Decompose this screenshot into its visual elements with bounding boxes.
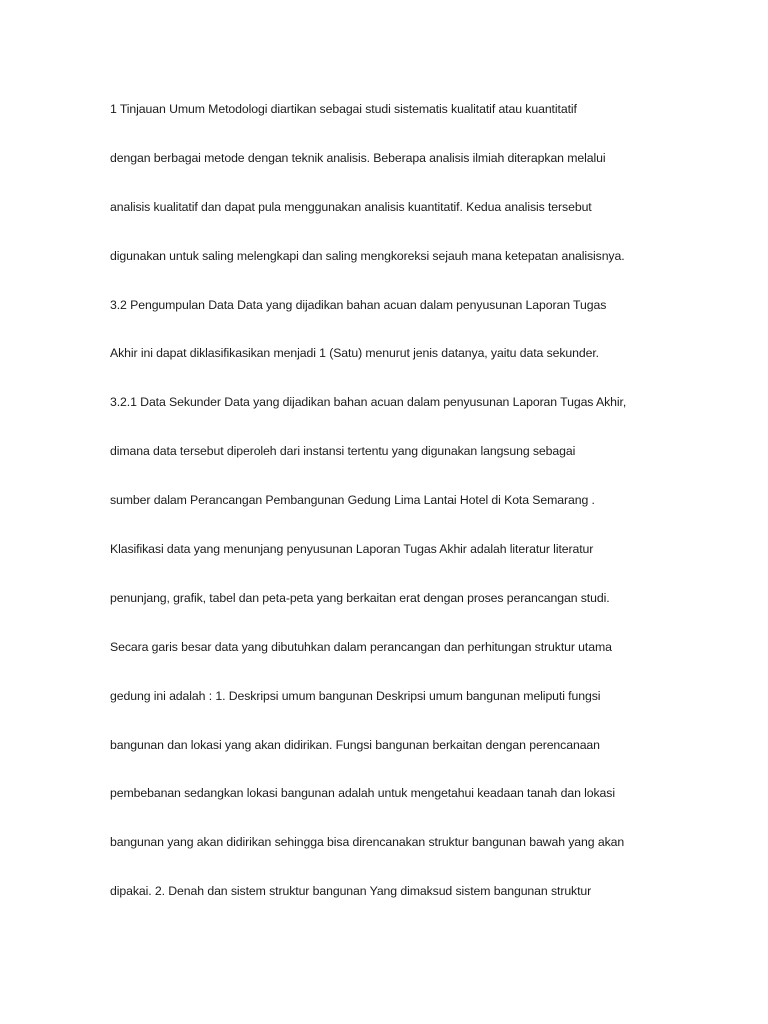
text-line: penunjang, grafik, tabel dan peta-peta yang berkaitan erat dengan proses perancangan studi. [110, 590, 610, 605]
text-line: bangunan yang akan didirikan sehingga bisa direncanakan struktur bangunan bawah yang akan [110, 835, 625, 850]
text-line: 1 Tinjauan Umum Metodologi diartikan sebagai studi sistematis kualitatif atau kuantitatif [110, 102, 577, 116]
text-line: 3.2 Pengumpulan Data Data yang dijadikan bahan acuan dalam penyusunan Laporan Tugas [110, 297, 607, 312]
document-body [110, 101, 670, 932]
text-line: analisis kualitatif dan dapat pula menggunakan analisis kuantitatif. Kedua analisis tersebut [110, 199, 592, 214]
text-line: Akhir ini dapat diklasifikasikan menjadi 1 (Satu) menurut jenis datanya, yaitu data sekunder. [110, 346, 600, 361]
text-line: dengan berbagai metode dengan teknik analisis. Beberapa analisis ilmiah diterapkan melalui [110, 150, 606, 165]
text-line: dipakai. 2. Denah dan sistem struktur bangunan Yang dimaksud sistem bangunan struktur [110, 884, 592, 899]
text-line: Klasifikasi data yang menunjang penyusunan Laporan Tugas Akhir adalah literatur literatur [110, 542, 594, 557]
text-line: gedung ini adalah : 1. Deskripsi umum bangunan Deskripsi umum bangunan meliputi fungsi [110, 688, 601, 703]
text-line: sumber dalam Perancangan Pembangunan Gedung Lima Lantai Hotel di Kota Semarang . [110, 493, 595, 508]
text-line: bangunan dan lokasi yang akan didirikan. Fungsi bangunan berkaitan dengan perencanaan [110, 737, 600, 752]
text-line: dimana data tersebut diperoleh dari instansi tertentu yang digunakan langsung sebagai [110, 444, 576, 459]
text-line: digunakan untuk saling melengkapi dan saling mengkoreksi sejauh mana ketepatan analisisnya. [110, 248, 625, 263]
text-line: 3.2.1 Data Sekunder Data yang dijadikan bahan acuan dalam penyusunan Laporan Tugas Akhir, [110, 395, 627, 410]
text-line: Secara garis besar data yang dibutuhkan dalam perancangan dan perhitungan struktur utama [110, 639, 612, 654]
text-line: pembebanan sedangkan lokasi bangunan adalah untuk mengetahui keadaan tanah dan lokasi [110, 786, 615, 801]
